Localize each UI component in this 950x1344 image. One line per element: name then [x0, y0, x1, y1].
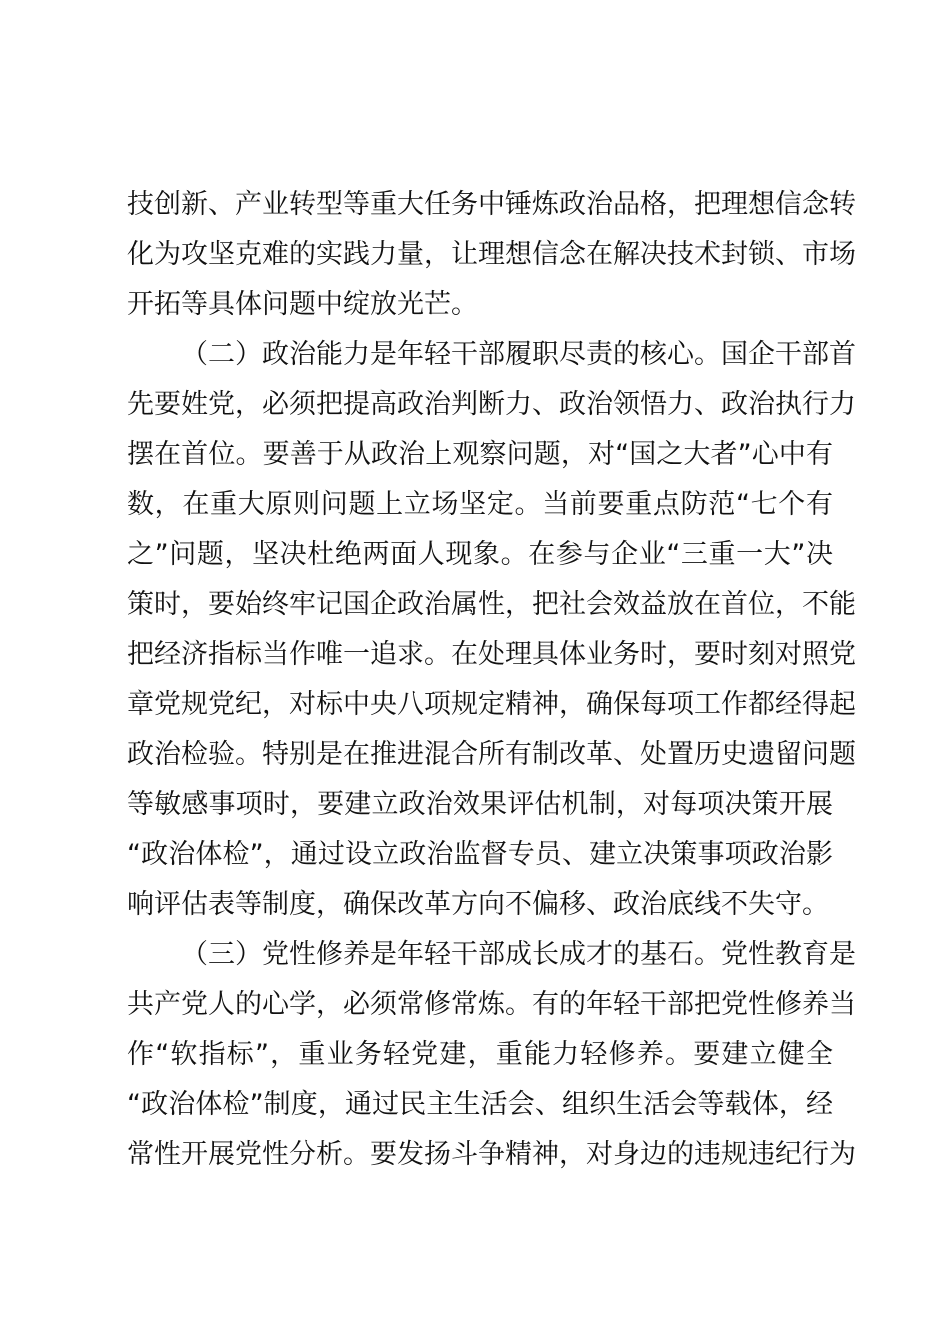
text-line: “政治体检”制度，通过民主生活会、组织生活会等载体，经 [127, 1089, 833, 1120]
text-line: 开拓等具体问题中绽放光芒。 [127, 289, 478, 320]
text-line: 摆在首位。要善于从政治上观察问题，对“国之大者”心中有 [127, 439, 833, 470]
paragraph-1 [127, 180, 856, 330]
text-line: 把经济指标当作唯一追求。在处理具体业务时，要时刻对照党 [127, 639, 856, 670]
text-line: 策时，要始终牢记国企政治属性，把社会效益放在首位，不能 [127, 589, 856, 620]
text-line: 数，在重大原则问题上立场坚定。当前要重点防范“七个有 [127, 489, 833, 520]
text-line: 常性开展党性分析。要发扬斗争精神，对身边的违规违纪行为 [127, 1139, 856, 1170]
text-line: （三）党性修养是年轻干部成长成才的基石。党性教育是 [181, 939, 856, 970]
text-line: 作“软指标”，重业务轻党建，重能力轻修养。要建立健全 [127, 1039, 833, 1070]
text-line: 章党规党纪，对标中央八项规定精神，确保每项工作都经得起 [127, 689, 856, 720]
text-line: 政治检验。特别是在推进混合所有制改革、处置历史遗留问题 [127, 739, 856, 770]
text-line: 化为攻坚克难的实践力量，让理想信念在解决技术封锁、市场 [127, 239, 856, 270]
text-line: 之”问题，坚决杜绝两面人现象。在参与企业“三重一大”决 [127, 539, 833, 570]
paragraph-2 [127, 330, 856, 930]
text-line: 共产党人的心学，必须常修常炼。有的年轻干部把党性修养当 [127, 989, 856, 1020]
text-line: （二）政治能力是年轻干部履职尽责的核心。国企干部首 [181, 339, 856, 370]
paragraph-3 [127, 930, 856, 1180]
text-line: 响评估表等制度，确保改革方向不偏移、政治底线不失守。 [127, 889, 829, 920]
text-line: 等敏感事项时，要建立政治效果评估机制，对每项决策开展 [127, 789, 833, 820]
text-line: 技创新、产业转型等重大任务中锤炼政治品格，把理想信念转 [127, 189, 856, 220]
document-body [127, 180, 856, 1180]
text-line: 先要姓党，必须把提高政治判断力、政治领悟力、政治执行力 [127, 389, 856, 420]
text-line: “政治体检”，通过设立政治监督专员、建立决策事项政治影 [127, 839, 833, 870]
